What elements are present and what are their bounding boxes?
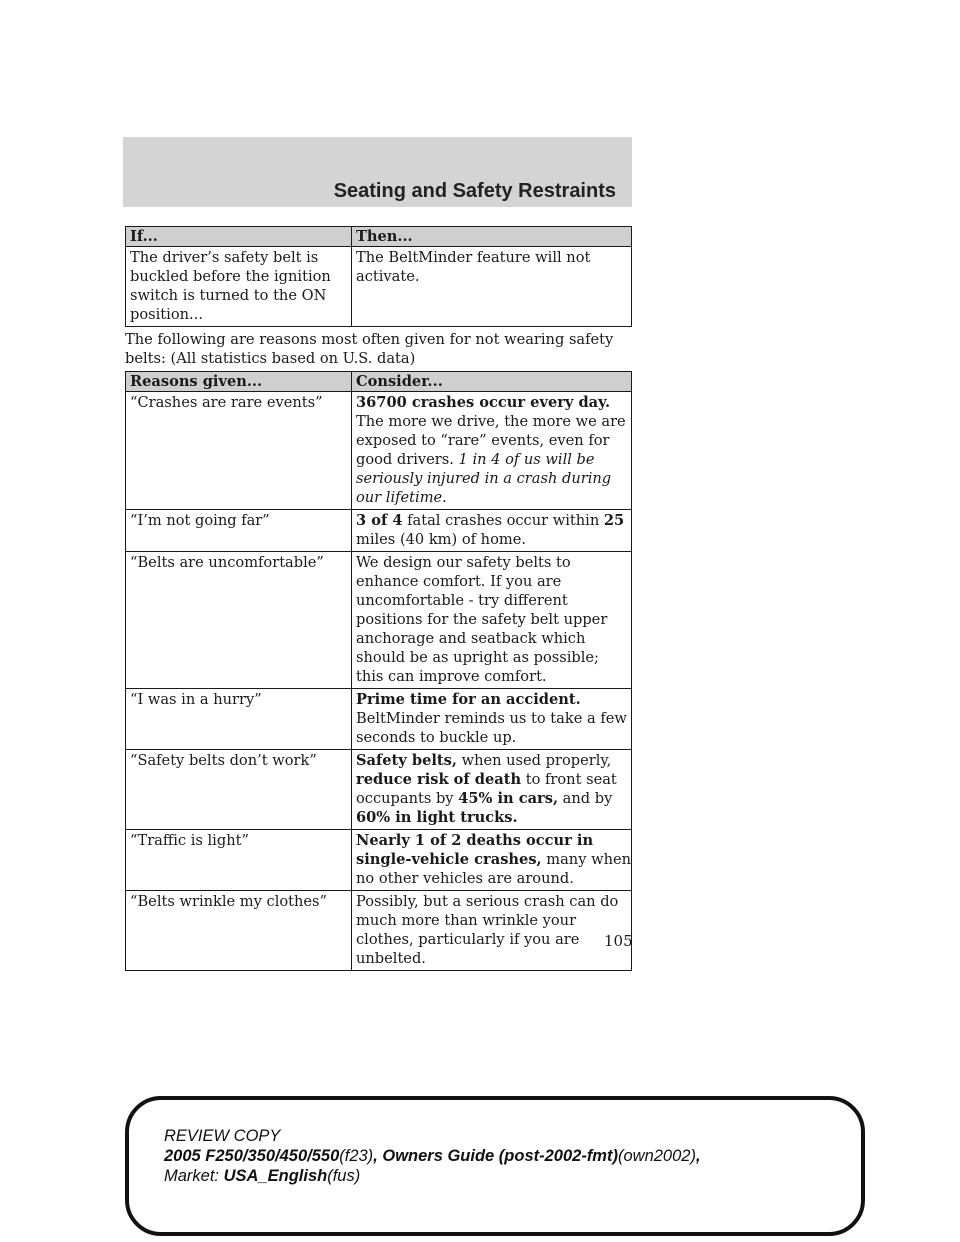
page-number: 105 — [604, 932, 633, 950]
consider-text-segment: We design our safety belts to enhance comfort. If you are uncomfortable - try different positions for the safety belt upper anchorage and seatback which should be as upright as possible; this can improve comfort. — [356, 554, 608, 685]
consider-cell — [352, 552, 632, 689]
review-copy-text — [164, 1126, 884, 1186]
if-then-table — [125, 226, 632, 327]
review-copy-label: REVIEW COPY — [164, 1127, 281, 1145]
market-line — [164, 1166, 884, 1186]
consider-text-segment: BeltMinder reminds us to take a few seconds to buckle up. — [356, 710, 627, 746]
table-row — [126, 510, 632, 552]
header-band — [123, 137, 632, 207]
consider-text-segment: fatal crashes occur within — [407, 512, 600, 529]
model-code: (f23) — [339, 1147, 374, 1165]
table-row — [126, 891, 632, 971]
intro-paragraph: The following are reasons most often given for not wearing safety belts: (All statistics based on U.S. data) — [125, 331, 614, 367]
reason-cell: “Belts wrinkle my clothes” — [126, 891, 352, 971]
if-column-header: If... — [126, 227, 352, 247]
consider-text-segment: 1 in 4 of us will be seriously injured in a crash during our lifetime. — [356, 451, 612, 506]
consider-text-segment: Safety belts, — [356, 752, 457, 769]
if-cell: The driver’s safety belt is buckled before the ignition switch is turned to the ON position... — [126, 247, 352, 327]
reasons-table — [125, 371, 632, 971]
consider-text-segment: and by — [562, 790, 613, 807]
table-row — [126, 247, 632, 327]
model-text: 2005 F250/350/450/550 — [164, 1147, 340, 1165]
then-cell: The BeltMinder feature will not activate. — [352, 247, 632, 327]
reason-cell: “Crashes are rare events” — [126, 392, 352, 510]
consider-text-segment: many when no other vehicles are around. — [356, 851, 632, 887]
table-header-row — [126, 372, 632, 392]
consider-text-segment: Nearly 1 of 2 deaths occur in single-vehicle crashes, — [356, 832, 594, 868]
reason-cell: “Traffic is light” — [126, 830, 352, 891]
comma-text: , — [695, 1147, 701, 1165]
guide-text: , Owners Guide (post-2002-fmt) — [373, 1147, 618, 1165]
table-header-row — [126, 227, 632, 247]
consider-text-segment: Prime time for an accident. — [356, 691, 581, 708]
table-row — [126, 750, 632, 830]
consider-text-segment: 36700 crashes occur every day. — [356, 394, 611, 411]
reason-cell: “I’m not going far” — [126, 510, 352, 552]
consider-cell — [352, 510, 632, 552]
section-title: Seating and Safety Restraints — [333, 180, 616, 202]
consider-column-header: Consider... — [352, 372, 632, 392]
consider-cell — [352, 392, 632, 510]
reason-cell: “Safety belts don’t work” — [126, 750, 352, 830]
consider-text-segment: 25 — [603, 512, 625, 529]
consider-text-segment: The more we drive, the more we are exposed to “rare” events, even for good drivers. — [356, 413, 626, 468]
market-value: USA_English — [223, 1167, 328, 1185]
consider-text-segment: to front seat occupants by — [356, 771, 617, 807]
then-column-header: Then... — [352, 227, 632, 247]
table-row — [126, 689, 632, 750]
document-info-line — [164, 1146, 884, 1166]
consider-text-segment: Possibly, but a serious crash can do much more than wrinkle your clothes, particularly if you are unbelted. — [356, 893, 619, 967]
consider-cell — [352, 750, 632, 830]
consider-cell — [352, 830, 632, 891]
reasons-column-header: Reasons given... — [126, 372, 352, 392]
reasons-table-body — [126, 392, 632, 971]
consider-text-segment: reduce risk of death — [356, 771, 522, 788]
consider-text-segment: 3 of 4 — [356, 512, 403, 529]
consider-cell — [352, 891, 632, 971]
market-code: (fus) — [327, 1167, 361, 1185]
consider-cell — [352, 689, 632, 750]
consider-text-segment: miles (40 km) of home. — [356, 531, 526, 548]
consider-text-segment: 60% in light trucks. — [356, 809, 518, 826]
market-label: Market: — [164, 1167, 220, 1185]
consider-text-segment: when used properly, — [461, 752, 612, 769]
consider-text-segment: 45% in cars, — [458, 790, 559, 807]
table-row — [126, 830, 632, 891]
guide-code: (own2002) — [617, 1147, 696, 1165]
reason-cell: “I was in a hurry” — [126, 689, 352, 750]
reason-cell: “Belts are uncomfortable” — [126, 552, 352, 689]
table-row — [126, 552, 632, 689]
table-row — [126, 392, 632, 510]
